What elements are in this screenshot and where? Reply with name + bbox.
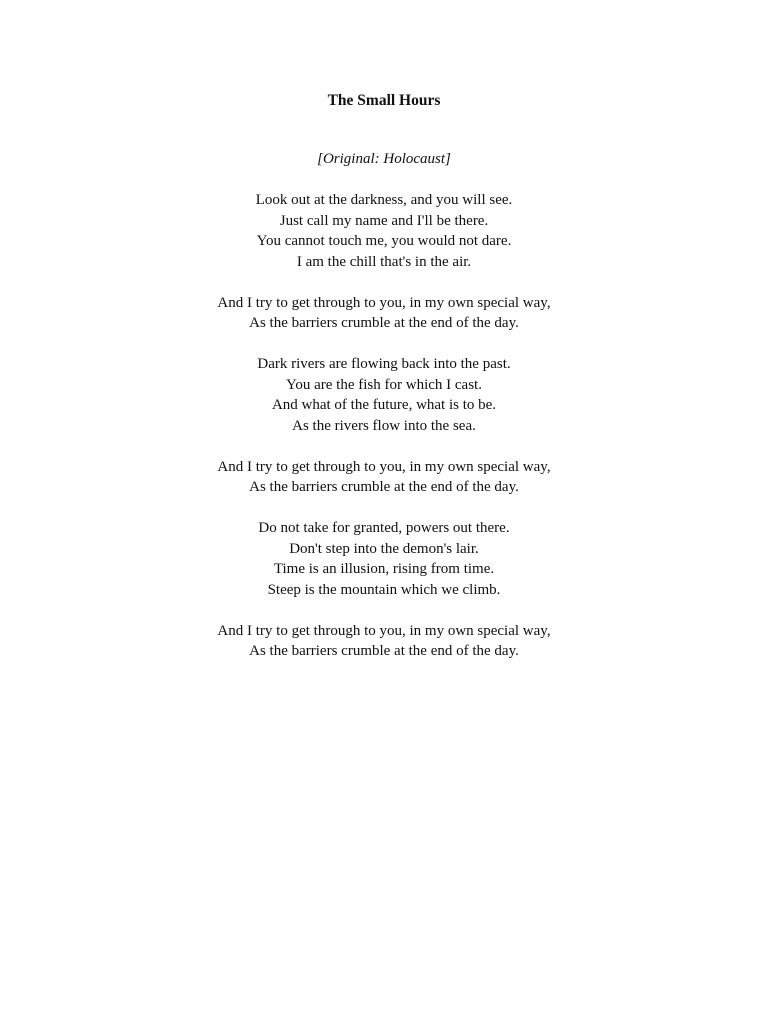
poem-line: Dark rivers are flowing back into the past. (257, 356, 511, 372)
poem-line: And I try to get through to you, in my own special way, (217, 458, 551, 475)
poem-line: And I try to get through to you, in my own special way, (217, 294, 551, 311)
poem-line: Just call my name and I'll be there. (279, 212, 489, 229)
poem-line: And I try to get through to you, in my own special way, (217, 622, 551, 639)
poem-line: You cannot touch me, you would not dare. (256, 233, 512, 249)
poem-line: Do not take for granted, powers out there. (258, 520, 510, 536)
poem-line: I am the chill that's in the air. (296, 253, 472, 270)
poem-line: As the barriers crumble at the end of the day. (249, 315, 519, 331)
poem-line: As the barriers crumble at the end of the day. (249, 479, 519, 495)
stanza-2 (0, 293, 768, 334)
stanza-6 (0, 621, 768, 662)
poem-line: As the rivers flow into the sea. (292, 417, 476, 434)
poem-body (0, 190, 768, 682)
poem-line: You are the fish for which I cast. (286, 376, 482, 393)
poem-line: Don't step into the demon's lair. (289, 540, 479, 557)
stanza-3 (0, 354, 768, 436)
poem-line: And what of the future, what is to be. (271, 397, 497, 413)
poem-title: The Small Hours (327, 92, 441, 109)
poem-subtitle: [Original: Holocaust] (317, 151, 451, 167)
stanza-4 (0, 457, 768, 498)
poem-line: Look out at the darkness, and you will see. (255, 192, 513, 208)
poem-line: Time is an illusion, rising from time. (273, 561, 495, 577)
stanza-1 (0, 190, 768, 272)
poem-line: As the barriers crumble at the end of the day. (249, 643, 519, 659)
poem-line: Steep is the mountain which we climb. (267, 581, 501, 598)
stanza-5 (0, 518, 768, 600)
